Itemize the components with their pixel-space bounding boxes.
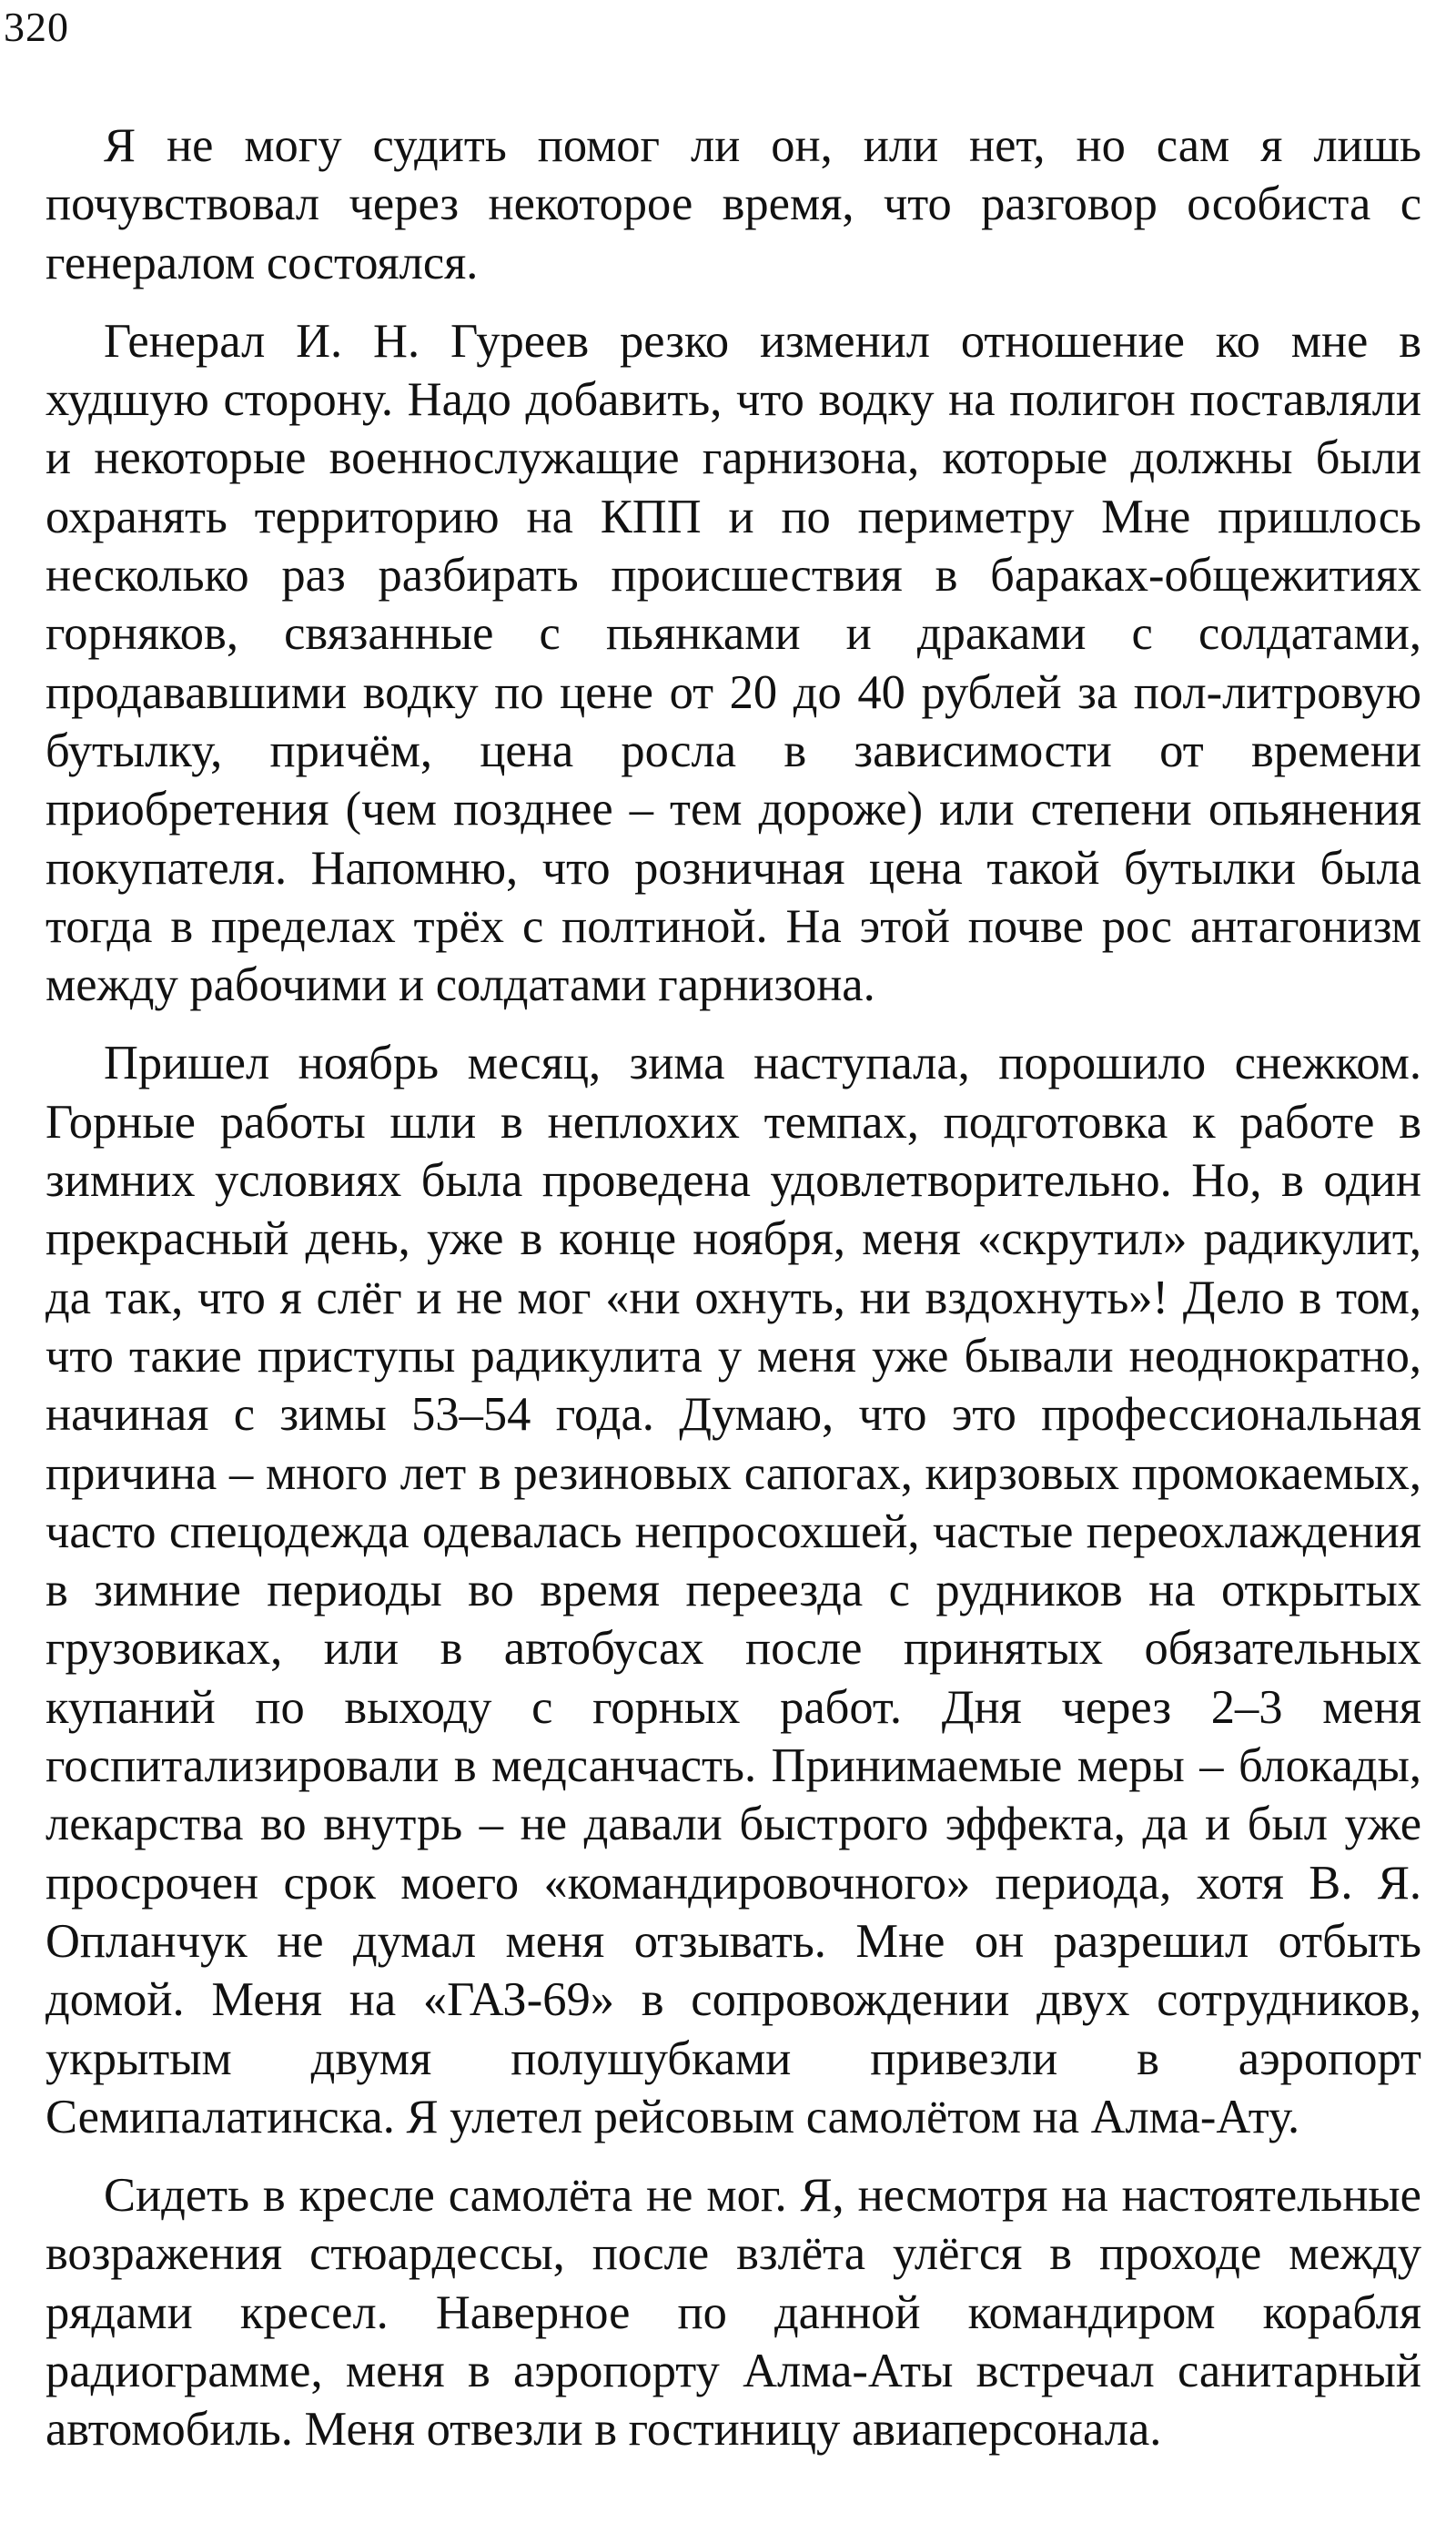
paragraph-4: Сидеть в кресле самолёта не мог. Я, несмотря на настоятельные возражения стюардессы, после взлёта улёгся в проходе между рядами кресел. Наверное по данной командиром корабля радиограмме, меня в аэропорту Алма-Аты встречал санитарный автомобиль. Меня отвезли в гостиницу авиаперсонала. (46, 2169, 1421, 2457)
page-number: 320 (4, 4, 69, 50)
paragraph-3: Пришел ноябрь месяц, зима наступала, порошило снежком. Горные работы шли в неплохих темпах, подготовка к работе в зимних условиях была проведена удовлетворительно. Но, в один прекрасный день, уже в конце ноября, меня «скрутил» радикулит, да так, что я слёг и не мог «ни охнуть, ни вздохнуть»! Дело в том, что такие приступы радикулита у меня уже бывали неоднократно, начиная с зимы 53–54 года. Думаю, что это профессиональная причина – много лет в резиновых сапогах, кирзовых промокаемых, часто спецодежда одевалась непросохшей, частые переохлаждения в зимние периоды во время переезда с рудников на открытых грузовиках, или в автобусах после принятых обязательных купаний по выходу с горных работ. Дня через 2–3 меня госпитализировали в медсанчасть. Принимаемые меры – блокады, лекарства во внутрь – не давали быстрого эффекта, да и был уже просрочен срок моего «командировочного» периода, хотя В. Я. Опланчук не думал меня отзывать. Мне он разрешил отбыть домой. Меня на «ГАЗ-69» в сопровождении двух сотрудников, укрытым двумя полушубками привезли в аэропорт Семипалатинска. Я улетел рейсовым самолётом на Алма-Ату. (46, 1037, 1421, 2143)
body-text (46, 117, 1421, 2459)
paragraph-1: Я не могу судить помог ли он, или нет, но сам я лишь почувствовал через некоторое время, что разговор особиста с генералом состоялся. (46, 119, 1421, 289)
paragraph-2: Генерал И. Н. Гуреев резко изменил отношение ко мне в худшую сторону. Надо добавить, что водку на полигон поставляли и некоторые военнослужащие гарнизона, которые должны были охранять территорию на КПП и по периметру Мне пришлось несколько раз разбирать происшествия в бараках-общежитиях горняков, связанные с пьянками и драками с солдатами, продававшими водку по цене от 20 до 40 рублей за пол-литровую бутылку, причём, цена росла в зависимости от времени приобретения (чем позднее – тем дороже) или степени опьянения покупателя. Напомню, что розничная цена такой бутылки была тогда в пределах трёх с полтиной. На этой почве рос антагонизм между рабочими и солдатами гарнизона. (46, 314, 1421, 1012)
